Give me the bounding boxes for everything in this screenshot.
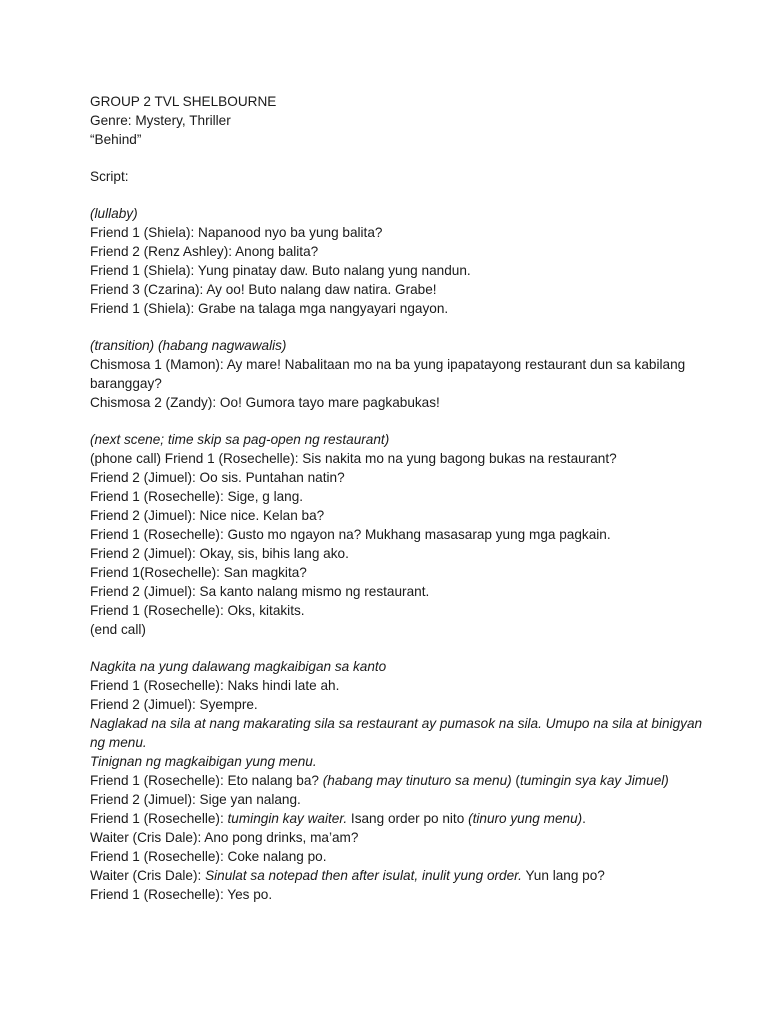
dialogue-line: Friend 1 (Rosechelle): Sige, g lang. [90,489,304,504]
genre-line: Genre: Mystery, Thriller [90,113,231,128]
inline-direction: (habang may tinuturo sa menu) [322,773,512,788]
dialogue-line: Friend 1 (Shiela): Yung pinatay daw. Buto nalang yung nandun. [90,263,471,278]
dialogue-line: Chismosa 2 (Zandy): Oo! Gumora tayo mare pagkabukas! [90,395,440,410]
dialogue-line: Friend 1 (Shiela): Grabe na talaga mga nangyayari ngayon. [90,301,449,316]
dialogue-line: Friend 2 (Jimuel): Syempre. [90,697,258,712]
dialogue-text: Yun lang po? [521,868,605,883]
stage-cue: Nagkita na yung dalawang magkaibigan sa kanto [90,659,387,674]
inline-direction: Sinulat sa notepad then after isulat, inulit yung order. [205,868,522,883]
stage-cue: (transition) (habang nagwawalis) [90,338,287,353]
spacer [90,639,710,657]
dialogue-line [90,809,710,828]
play-title: “Behind” [90,132,142,147]
stage-cue: (next scene; time skip sa pag-open ng restaurant) [90,432,390,447]
dialogue-line: Friend 1 (Rosechelle): Gusto mo ngayon na? Mukhang masasarap yung mga pagkain. [90,527,611,542]
dialogue-line: Friend 2 (Jimuel): Sige yan nalang. [90,792,301,807]
dialogue-line: Chismosa 1 (Mamon): Ay mare! Nabalitaan mo na ba yung ipapatayong restaurant dun sa kabilang baranggay? [90,357,686,391]
inline-direction: (tinuro yung menu) [468,811,583,826]
dialogue-line: Friend 1 (Rosechelle): Coke nalang po. [90,849,327,864]
script-label: Script: [90,169,129,184]
dialogue-line: Friend 1 (Shiela): Napanood nyo ba yung balita? [90,225,383,240]
dialogue-line: Friend 3 (Czarina): Ay oo! Buto nalang daw natira. Grabe! [90,282,437,297]
dialogue-line: Friend 1(Rosechelle): San magkita? [90,565,307,580]
spacer [90,149,710,167]
inline-direction: tumingin kay waiter. [227,811,348,826]
dialogue-line: Friend 1 (Rosechelle): Oks, kitakits. [90,603,305,618]
dialogue-text: Waiter (Cris Dale): [90,868,206,883]
dialogue-line: Friend 2 (Renz Ashley): Anong balita? [90,244,319,259]
spacer [90,318,710,336]
dialogue-line: Friend 2 (Jimuel): Oo sis. Puntahan natin? [90,470,345,485]
dialogue-line [90,771,710,790]
stage-direction: Tinignan ng magkaibigan yung menu. [90,754,317,769]
stage-direction: Naglakad na sila at nang makarating sila sa restaurant ay pumasok na sila. Umupo na sila at binigyan ng menu. [90,716,703,750]
dialogue-line [90,866,710,885]
stage-cue: (lullaby) [90,206,138,221]
dialogue-line: Friend 2 (Jimuel): Okay, sis, bihis lang ako. [90,546,349,561]
dialogue-line: (end call) [90,622,146,637]
dialogue-line: (phone call) Friend 1 (Rosechelle): Sis nakita mo na yung bagong bukas na restaurant? [90,451,617,466]
inline-direction: tumingin sya kay Jimuel) [519,773,669,788]
dialogue-line: Friend 1 (Rosechelle): Yes po. [90,887,273,902]
dialogue-text: Friend 1 (Rosechelle): [90,811,228,826]
dialogue-text: Isang order po nito [347,811,469,826]
dialogue-text: ( [511,773,520,788]
dialogue-text: . [582,811,586,826]
dialogue-text: Friend 1 (Rosechelle): Eto nalang ba? [90,773,323,788]
dialogue-line: Friend 2 (Jimuel): Nice nice. Kelan ba? [90,508,325,523]
document-page [90,92,710,904]
dialogue-line: Friend 1 (Rosechelle): Naks hindi late ah. [90,678,340,693]
spacer [90,412,710,430]
dialogue-line: Waiter (Cris Dale): Ano pong drinks, ma’am? [90,830,359,845]
spacer [90,186,710,204]
dialogue-line: Friend 2 (Jimuel): Sa kanto nalang mismo ng restaurant. [90,584,430,599]
group-heading: GROUP 2 TVL SHELBOURNE [90,94,277,109]
